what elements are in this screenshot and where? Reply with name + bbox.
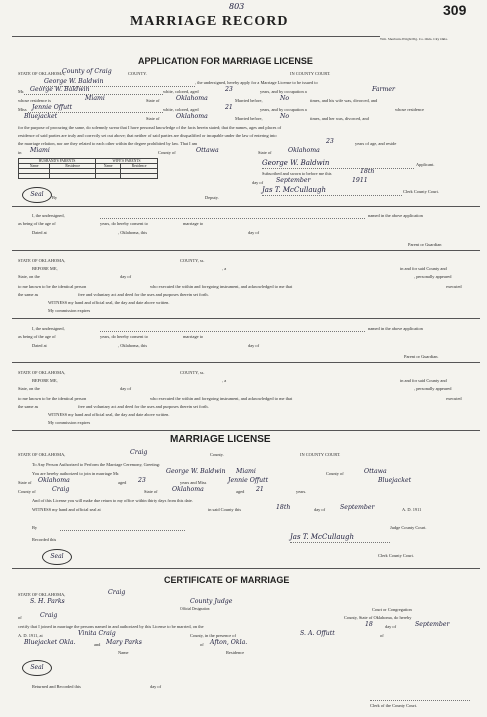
- applicant-city-handwritten: Miami: [30, 147, 50, 154]
- cert-court: Court or Congregation: [372, 607, 412, 612]
- license-day-handwritten: 18th: [276, 504, 291, 511]
- fill-line: [262, 168, 414, 169]
- consent1-dated: Dated at: [32, 230, 47, 235]
- license-recorded: Recorded this: [32, 537, 57, 542]
- fill-line: [24, 94, 163, 95]
- oath-line-3: the marriage relation, nor are they related to each other within the degree prohibited by law. That I am: [18, 141, 198, 146]
- fill-line: [290, 542, 390, 543]
- bride-residence-handwritten: Bluejacket: [24, 113, 58, 120]
- consent2-okla: , Oklahoma, this: [118, 343, 148, 348]
- groom-age-handwritten: 23: [225, 86, 233, 93]
- miss-label: Miss: [18, 107, 27, 112]
- license-state: STATE OF OKLAHOMA,: [18, 452, 66, 457]
- fill-line: [100, 331, 365, 332]
- license-day-of: day of: [314, 507, 326, 512]
- age-reside-text: years of age, and reside: [355, 141, 397, 146]
- license-state-of-2: State of: [144, 489, 158, 494]
- bride-name-handwritten: Jennie Offutt: [32, 104, 73, 111]
- residence-label: whose residence is: [18, 98, 51, 103]
- cert-day-handwritten: 18: [365, 621, 373, 628]
- license-years: years.: [296, 489, 307, 494]
- married-before-label: Married before,: [235, 98, 263, 103]
- fill-line: [370, 700, 470, 701]
- ack1-known: to me known to be the identical person: [18, 284, 87, 289]
- cert-clerk-label: Clerk of the County Court.: [370, 703, 418, 708]
- ack2-same: the same as: [18, 404, 39, 409]
- consent2-dated: Dated at: [32, 343, 47, 348]
- bride-age-handwritten: 21: [225, 104, 233, 111]
- cert-name-label: Name: [118, 650, 129, 655]
- state-of-label-2: State of: [146, 116, 160, 121]
- ack2-witness: WITNESS my hand and official seal, the day and date above written.: [48, 412, 170, 417]
- ack1-executed-text: who executed the within and foregoing instrument, and acknowledged to me that: [150, 284, 293, 289]
- license-bride-county-handwritten: Craig: [52, 486, 70, 493]
- court-label: IN COUNTY COURT.: [290, 71, 331, 76]
- consent2-marriage: marriage to: [183, 334, 204, 339]
- ack1-commission: My commission expires: [48, 308, 91, 313]
- by-label: By: [52, 195, 58, 200]
- cert-of2: of: [380, 633, 384, 638]
- publisher-line: Wm. Sherburn-Wright Pig. Co. Okla. City Okla.: [380, 37, 448, 41]
- cert-title-handwritten: County Judge: [190, 598, 233, 605]
- ack1-county: COUNTY, ss.: [180, 258, 205, 263]
- rule-4: [12, 362, 480, 363]
- white-aged-label: white, colored, aged: [163, 89, 199, 94]
- ack1-executed: executed: [446, 284, 462, 289]
- ack1-before: BEFORE ME,: [32, 266, 58, 271]
- undersigned-text: , the undersigned, hereby apply for a Marriage License to be issued to: [195, 80, 318, 85]
- cert-and: and: [94, 642, 101, 647]
- applicant-label: Applicant.: [416, 162, 435, 167]
- ack2-commission: My commission expires: [48, 420, 91, 425]
- subscribed-year-handwritten: 1911: [352, 177, 368, 184]
- state-of-label: State of: [146, 98, 160, 103]
- fill-line: [40, 86, 195, 87]
- consent1-marriage: marriage to: [183, 221, 204, 226]
- license-court: IN COUNTY COURT.: [300, 452, 341, 457]
- groom-state-handwritten: Oklahoma: [176, 95, 208, 102]
- ack1-dayof: day of: [120, 274, 132, 279]
- cert-witness1-handwritten: S. A. Offutt: [300, 630, 335, 637]
- applicant-signature: George W. Baldwin: [262, 159, 330, 167]
- ack2-known: to me known to be the identical person: [18, 396, 87, 401]
- page-title: MARRIAGE RECORD: [130, 14, 289, 29]
- license-county-label: County.: [210, 452, 224, 457]
- consent1-age: as being of the age of: [18, 221, 56, 226]
- applicant-age-handwritten: 23: [326, 138, 334, 145]
- white-aged-label-2: white, colored, aged: [163, 107, 199, 112]
- cert-month-handwritten: September: [415, 621, 450, 628]
- application-heading: APPLICATION FOR MARRIAGE LICENSE: [138, 56, 313, 66]
- cert-day-of2: day of: [150, 684, 162, 689]
- county-suffix: COUNTY.: [128, 71, 147, 76]
- license-witness: WITNESS my hand and official seal at: [32, 507, 101, 512]
- applicant-name-handwritten: George W. Baldwin: [44, 78, 104, 85]
- groom-married-handwritten: No: [280, 95, 290, 102]
- cert-day-of: day of: [385, 624, 397, 629]
- header-rule: [12, 36, 380, 37]
- consent2-age: as being of the age of: [18, 334, 56, 339]
- license-bride-state-handwritten: Oklahoma: [172, 486, 204, 493]
- state-of-label-3: State of: [258, 150, 272, 155]
- license-heading: MARRIAGE LICENSE: [170, 434, 271, 445]
- cert-place-handwritten: Vinita Craig: [78, 630, 116, 637]
- ack2-county: COUNTY, ss.: [180, 370, 205, 375]
- groom-residence-handwritten: Miami: [85, 95, 105, 102]
- ack1-in-for: in and for said County and: [400, 266, 447, 271]
- cert-residence-label: Residence: [226, 650, 245, 655]
- cert-certify: certify that I joined in marriage the persons named in and authorized by this License to be married, on the: [18, 624, 204, 629]
- license-return-line: And of this License you will make due return to my office within thirty days from this date.: [32, 498, 193, 503]
- rule-2: [12, 250, 480, 251]
- ack2-in-for: in and for said County and: [400, 378, 447, 383]
- license-groom-age-handwritten: 23: [138, 477, 146, 484]
- license-groom-handwritten: George W. Baldwin: [166, 468, 226, 475]
- consent2-parent: Parent or Guardian.: [404, 354, 439, 359]
- occupation-label: years, and by occupation a: [260, 89, 307, 94]
- ack1-personally: , personally appeared: [414, 274, 452, 279]
- cert-of3: of: [200, 642, 204, 647]
- married-before-label-2: Married before,: [235, 116, 263, 121]
- consent1-consent: years, do hereby consent to: [100, 221, 148, 226]
- husbands-parents-header: HUSBAND'S PARENTS: [19, 159, 96, 164]
- subscribed-text: Subscribed and sworn to before me this: [262, 171, 332, 176]
- ack2-free: free and voluntary act and deed for the uses and purposes therein set forth.: [78, 404, 209, 409]
- consent2-named: named in the above application: [368, 326, 423, 331]
- day-of-label: day of: [252, 180, 264, 185]
- license-bride-handwritten: Jennie Offutt: [228, 477, 269, 484]
- fill-line: [100, 218, 365, 219]
- license-clerk-signature: Jas T. McCullaugh: [290, 533, 354, 541]
- ack2-before: BEFORE ME,: [32, 378, 58, 383]
- bride-state-handwritten: Oklahoma: [176, 113, 208, 120]
- consent1-named: named in the above application: [368, 213, 423, 218]
- handwritten-record-number: 803: [229, 2, 245, 11]
- ack1-witness: WITNESS my hand and official seal, the day and date above written.: [48, 300, 170, 305]
- license-greeting: To Any Person Authorized to Perform the Marriage Ceremony, Greeting:: [32, 462, 161, 467]
- cert-of: of: [18, 615, 22, 620]
- license-auth: You are hereby authorized to join in marriage Mr.: [32, 471, 120, 476]
- seal-1: Seal: [22, 187, 52, 203]
- license-clerk-label: Clerk County Court.: [378, 553, 414, 558]
- consent1-parent: Parent or Guardian: [408, 242, 442, 247]
- ack2-executed: executed: [446, 396, 462, 401]
- rule-1: [12, 206, 480, 207]
- license-in-said: in said County this: [208, 507, 242, 512]
- license-groom-state-handwritten: Oklahoma: [38, 477, 70, 484]
- parents-table: [18, 158, 158, 179]
- clerk-label: Clerk County Court.: [403, 189, 439, 194]
- county-of-label: County of: [158, 150, 176, 155]
- license-county-of-2: County of: [18, 489, 36, 494]
- cert-ad: A. D. 1911, at: [18, 633, 43, 638]
- county-handwritten: County of Craig: [62, 68, 112, 75]
- subscribed-day-handwritten: 18th: [360, 168, 375, 175]
- license-groom-county-handwritten: Ottawa: [364, 468, 387, 475]
- rule-6: [12, 568, 480, 569]
- ack2-personally: , personally appeared: [414, 386, 452, 391]
- consent1-dayof: day of: [248, 230, 260, 235]
- cert-witness2-res-handwritten: Afton, Okla.: [210, 639, 248, 646]
- seal-2: Seal: [42, 549, 72, 565]
- license-aged-2: aged: [236, 489, 245, 494]
- her-divorced-text: times, and her was, divorced, and: [310, 116, 369, 121]
- in-label: in: [18, 150, 22, 155]
- cert-officiant-handwritten: S. H. Parks: [30, 598, 65, 605]
- state-line: STATE OF OKLAHOMA,: [18, 71, 66, 76]
- cert-returned: Returned and Recorded this: [32, 684, 81, 689]
- ack1-free: free and voluntary act and deed for the uses and purposes therein set forth.: [78, 292, 209, 297]
- license-ad: A. D. 1911: [402, 507, 422, 512]
- ack1-state-on: State, on the: [18, 274, 40, 279]
- seal-3: Seal: [22, 660, 52, 676]
- parents-name-col: Name: [19, 164, 50, 169]
- rule-5: [12, 430, 480, 431]
- cert-witness1-res-handwritten: Bluejacket Okla.: [24, 639, 76, 646]
- page-number: 309: [443, 2, 467, 18]
- ack2-state: STATE OF OKLAHOMA,: [18, 370, 66, 375]
- ack1-same: the same as: [18, 292, 39, 297]
- license-state-of: State of: [18, 480, 32, 485]
- wifes-parents-header: WIFE'S PARENTS: [96, 159, 158, 164]
- cert-witness2-handwritten: Mary Parks: [106, 639, 142, 646]
- groom-name-handwritten: George W. Baldwin: [30, 86, 90, 93]
- ack2-state-on: State, on the: [18, 386, 40, 391]
- cert-county-state: County, State of Oklahoma, do hereby: [344, 615, 412, 620]
- ack2-a: , a: [222, 378, 227, 383]
- parents-residence-col-2: Residence: [121, 164, 158, 169]
- occupation-label-2: years, and by occupation a: [260, 107, 307, 112]
- certificate-heading: CERTIFICATE OF MARRIAGE: [164, 575, 290, 585]
- consent2-dayof: day of: [248, 343, 260, 348]
- residence-short-label: whose residence: [395, 107, 424, 112]
- license-county-of: County of: [326, 471, 344, 476]
- rule-3: [12, 318, 480, 319]
- groom-occupation-handwritten: Farmer: [372, 86, 396, 93]
- ack1-state: STATE OF OKLAHOMA,: [18, 258, 66, 263]
- consent2-undersigned: I, the undersigned,: [32, 326, 65, 331]
- cert-county2-handwritten: Craig: [40, 612, 58, 619]
- license-bride-city-handwritten: Bluejacket: [378, 477, 412, 484]
- cert-county-handwritten: Craig: [108, 589, 126, 596]
- clerk-signature: Jas T. McCullaugh: [262, 186, 326, 194]
- applicant-state-handwritten: Oklahoma: [288, 147, 320, 154]
- applicant-county-handwritten: Ottawa: [196, 147, 219, 154]
- license-years-and: years and Miss: [180, 480, 207, 485]
- license-aged: aged: [118, 480, 127, 485]
- deputy-label: Deputy.: [205, 195, 219, 200]
- cert-state: STATE OF OKLAHOMA,: [18, 592, 66, 597]
- oath-line-2: residence of said parties are truly and correctly set out above; that neither of said parties are disqualified or incapable under the law of entering into: [18, 133, 277, 138]
- parents-residence-col: Residence: [50, 164, 96, 169]
- ack2-dayof: day of: [120, 386, 132, 391]
- license-judge: Judge County Court.: [390, 525, 427, 530]
- cert-official-designation: Official Designation: [180, 607, 210, 611]
- license-county-handwritten: Craig: [130, 449, 148, 456]
- license-bride-age-handwritten: 21: [256, 486, 264, 493]
- license-groom-city-handwritten: Miami: [236, 468, 256, 475]
- oath-line-1: for the purpose of procuring the same, do solemnly swear that I have personal knowledge of the facts herein stated; that the names, ages and places of: [18, 125, 282, 130]
- consent2-consent: years, do hereby consent to: [100, 334, 148, 339]
- bride-married-handwritten: No: [280, 113, 290, 120]
- license-month-handwritten: September: [340, 504, 375, 511]
- consent1-okla: , Oklahoma, this: [118, 230, 148, 235]
- divorced-text: times, and his wife was, divorced, and: [310, 98, 378, 103]
- mr-label: Mr.: [18, 89, 25, 94]
- fill-line: [262, 195, 402, 196]
- subscribed-month-handwritten: September: [276, 177, 311, 184]
- ack2-executed-text: who executed the within and foregoing instrument, and acknowledged to me that: [150, 396, 293, 401]
- parents-name-col-2: Name: [96, 164, 121, 169]
- fill-line: [60, 530, 185, 531]
- license-by: By: [32, 525, 38, 530]
- consent1-undersigned: I, the undersigned,: [32, 213, 65, 218]
- ack1-a: , a: [222, 266, 227, 271]
- cert-presence: County, in the presence of: [190, 633, 236, 638]
- fill-line: [28, 112, 163, 113]
